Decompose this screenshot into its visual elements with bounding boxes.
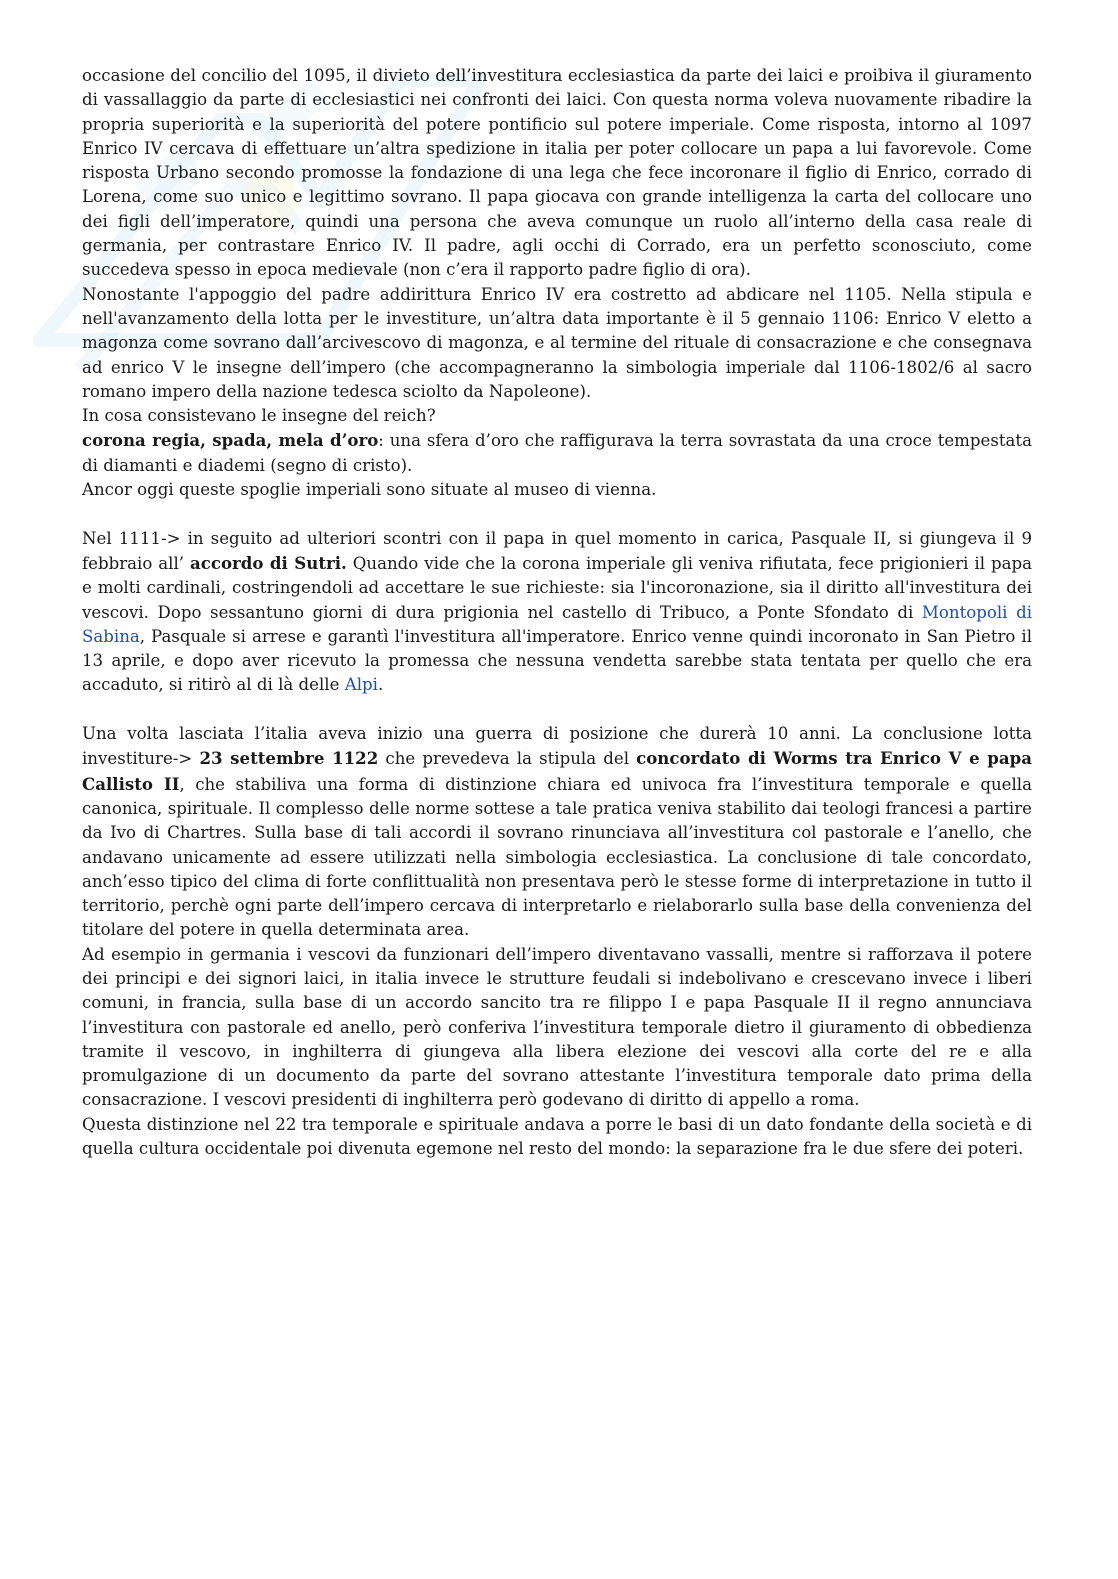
- text-run: .: [377, 675, 384, 695]
- text-run: Ad esempio in germania i vescovi da funzionari dell’impero diventavano vassalli, mentre si rafforzava il potere dei principi e dei signori laici, in italia invece le strutture feudali si indebolivano e crescevano invece i liberi comuni, in francia, sulla base di un accordo sancito tra re filippo I e papa Pasquale II il regno annunciava l’investitura con pastorale ed anello, però conferiva l’investitura temporale dietro il giuramento di obbedienza tramite il vescovo, in inghilterra di giungeva alla libera elezione dei vescovi alla corte del re e alla promulgazione di un documento da parte del sovrano attestante l’investitura temporale dato prima della consacrazione. I vescovi presidenti di inghilterra però godevano di diritto di appello a roma.: [82, 944, 1032, 1110]
- text-run: , Pasquale si arrese e garantì l'investitura all'imperatore. Enrico venne quindi incoronato in San Pietro il 13 aprile, e dopo aver ricevuto la promessa che nessuna vendetta sarebbe stata tentata per quello che era accaduto, si ritirò al di là delle: [82, 626, 1032, 695]
- bold-text: accordo di Sutri.: [190, 552, 347, 573]
- text-run: Quando vide che la corona imperiale gli veniva rifiutata, fece prigionieri il papa e molti cardinali, costringendoli ad accettare le sue richieste: sia l'incoronazione, sia il diritto all'investitura dei vescovi. Dopo sessantuno giorni di dura prigionia nel castello di Tribuco, a Ponte Sfondato di: [82, 553, 1032, 622]
- text-run: , che stabiliva una forma di distinzione chiara ed univoca fra l’investitura temporale e quella canonica, spirituale. Il complesso delle norme sottese a tale pratica veniva stabilito dai teologi francesi a partire da Ivo di Chartres. Sulla base di tali accordi il sovrano rinunciava all’investitura col pastorale e l’anello, che andavano unicamente ad essere utilizzati nella simbologia ecclesiastica. La conclusione di tale concordato, anch’esso tipico del clima di forte conflittualità non presentava però le stesse forme di interpretazione in tutto il territorio, perchè ogni parte dell’impero cercava di interpretarlo e rielaborarlo sulla base della convenienza del titolare del potere in quella determinata area.: [82, 774, 1032, 940]
- text-run: : una sfera d’oro che raffigurava la terra sovrastata da una croce tempestata di diamanti e diademi (segno di cristo).: [82, 431, 1032, 475]
- text-run: Una volta lasciata l’italia aveva inizio una guerra di posizione che durerà 10 anni. La conclusione lotta investiture->: [82, 724, 1032, 769]
- paragraph-9: [82, 1113, 1032, 1162]
- text-run: Nel 1111-> in seguito ad ulteriori scontri con il papa in quel momento in carica, Pasquale II, si giungeva il 9 febbraio all’: [82, 528, 1032, 573]
- paragraph-1: [82, 64, 1032, 283]
- document-body: [82, 64, 1032, 1161]
- paragraph-7: [82, 722, 1032, 943]
- text-run: Nonostante l'appoggio del padre addirittura Enrico IV era costretto ad abdicare nel 1105. Nella stipula e nell'avanzamento della lotta per le investiture, un’altra data importante è il 5 gennaio 1106: Enrico V eletto a magonza come sovrano dall’arcivescovo di magonza, e al termine del rituale di consacrazione e che consegnava ad enrico V le insegne dell’impero (che accompagneranno la simbologia imperiale dal 1106-1802/6 al sacro romano impero della nazione tedesca sciolto da Napoleone).: [82, 284, 1032, 401]
- paragraph-6: [82, 527, 1032, 698]
- bold-text: corona regia, spada, mela d’oro: [82, 430, 379, 451]
- paragraph-3: [82, 404, 1032, 428]
- text-run: occasione del concilio del 1095, il divieto dell’investitura ecclesiastica da parte dei laici e proibiva il giuramento di vassallaggio da parte di ecclesiastici nei confronti dei laici. Con questa norma voleva nuovamente ribadire la propria superiorità e la superiorità del potere pontificio sul potere imperiale. Come risposta, intorno al 1097 Enrico IV cercava di effettuare un’altra spedizione in italia per poter collocare un papa a lui favorevole. Come risposta Urbano secondo promosse la fondazione di una lega che fece incoronare il figlio di Enrico, corrado di Lorena, come suo unico e legittimo sovrano. Il papa giocava con grande intelligenza la carta del collocare uno dei figli dell’imperatore, quindi una persona che aveva comunque un ruolo all’interno della casa reale di germania, per contrastare Enrico IV. Il padre, agli occhi di Corrado, era un perfetto sconosciuto, come succedeva spesso in epoca medievale (non c’era il rapporto padre figlio di ora).: [82, 66, 1032, 280]
- text-run: Ancor oggi queste spoglie imperiali sono situate al museo di vienna.: [82, 480, 657, 500]
- bold-text: concordato di Worms tra Enrico V e papa Callisto II: [82, 748, 1033, 794]
- paragraph-8: [82, 943, 1032, 1113]
- text-run: Questa distinzione nel 22 tra temporale e spirituale andava a porre le basi di un dato fondante della società e di quella cultura occidentale poi divenuta egemone nel resto del mondo: la separazione fra le due sfere dei poteri.: [82, 1114, 1032, 1159]
- text-run: che prevedeva la stipula del: [378, 749, 637, 769]
- inline-link[interactable]: Alpi: [344, 675, 378, 695]
- paragraph-4: [82, 428, 1032, 478]
- paragraph-2: [82, 283, 1032, 404]
- bold-text: 23 settembre 1122: [199, 748, 379, 769]
- text-run: In cosa consistevano le insegne del reich?: [82, 406, 436, 426]
- inline-link[interactable]: Montopoli di Sabina: [82, 602, 1033, 646]
- paragraph-5: [82, 478, 1032, 502]
